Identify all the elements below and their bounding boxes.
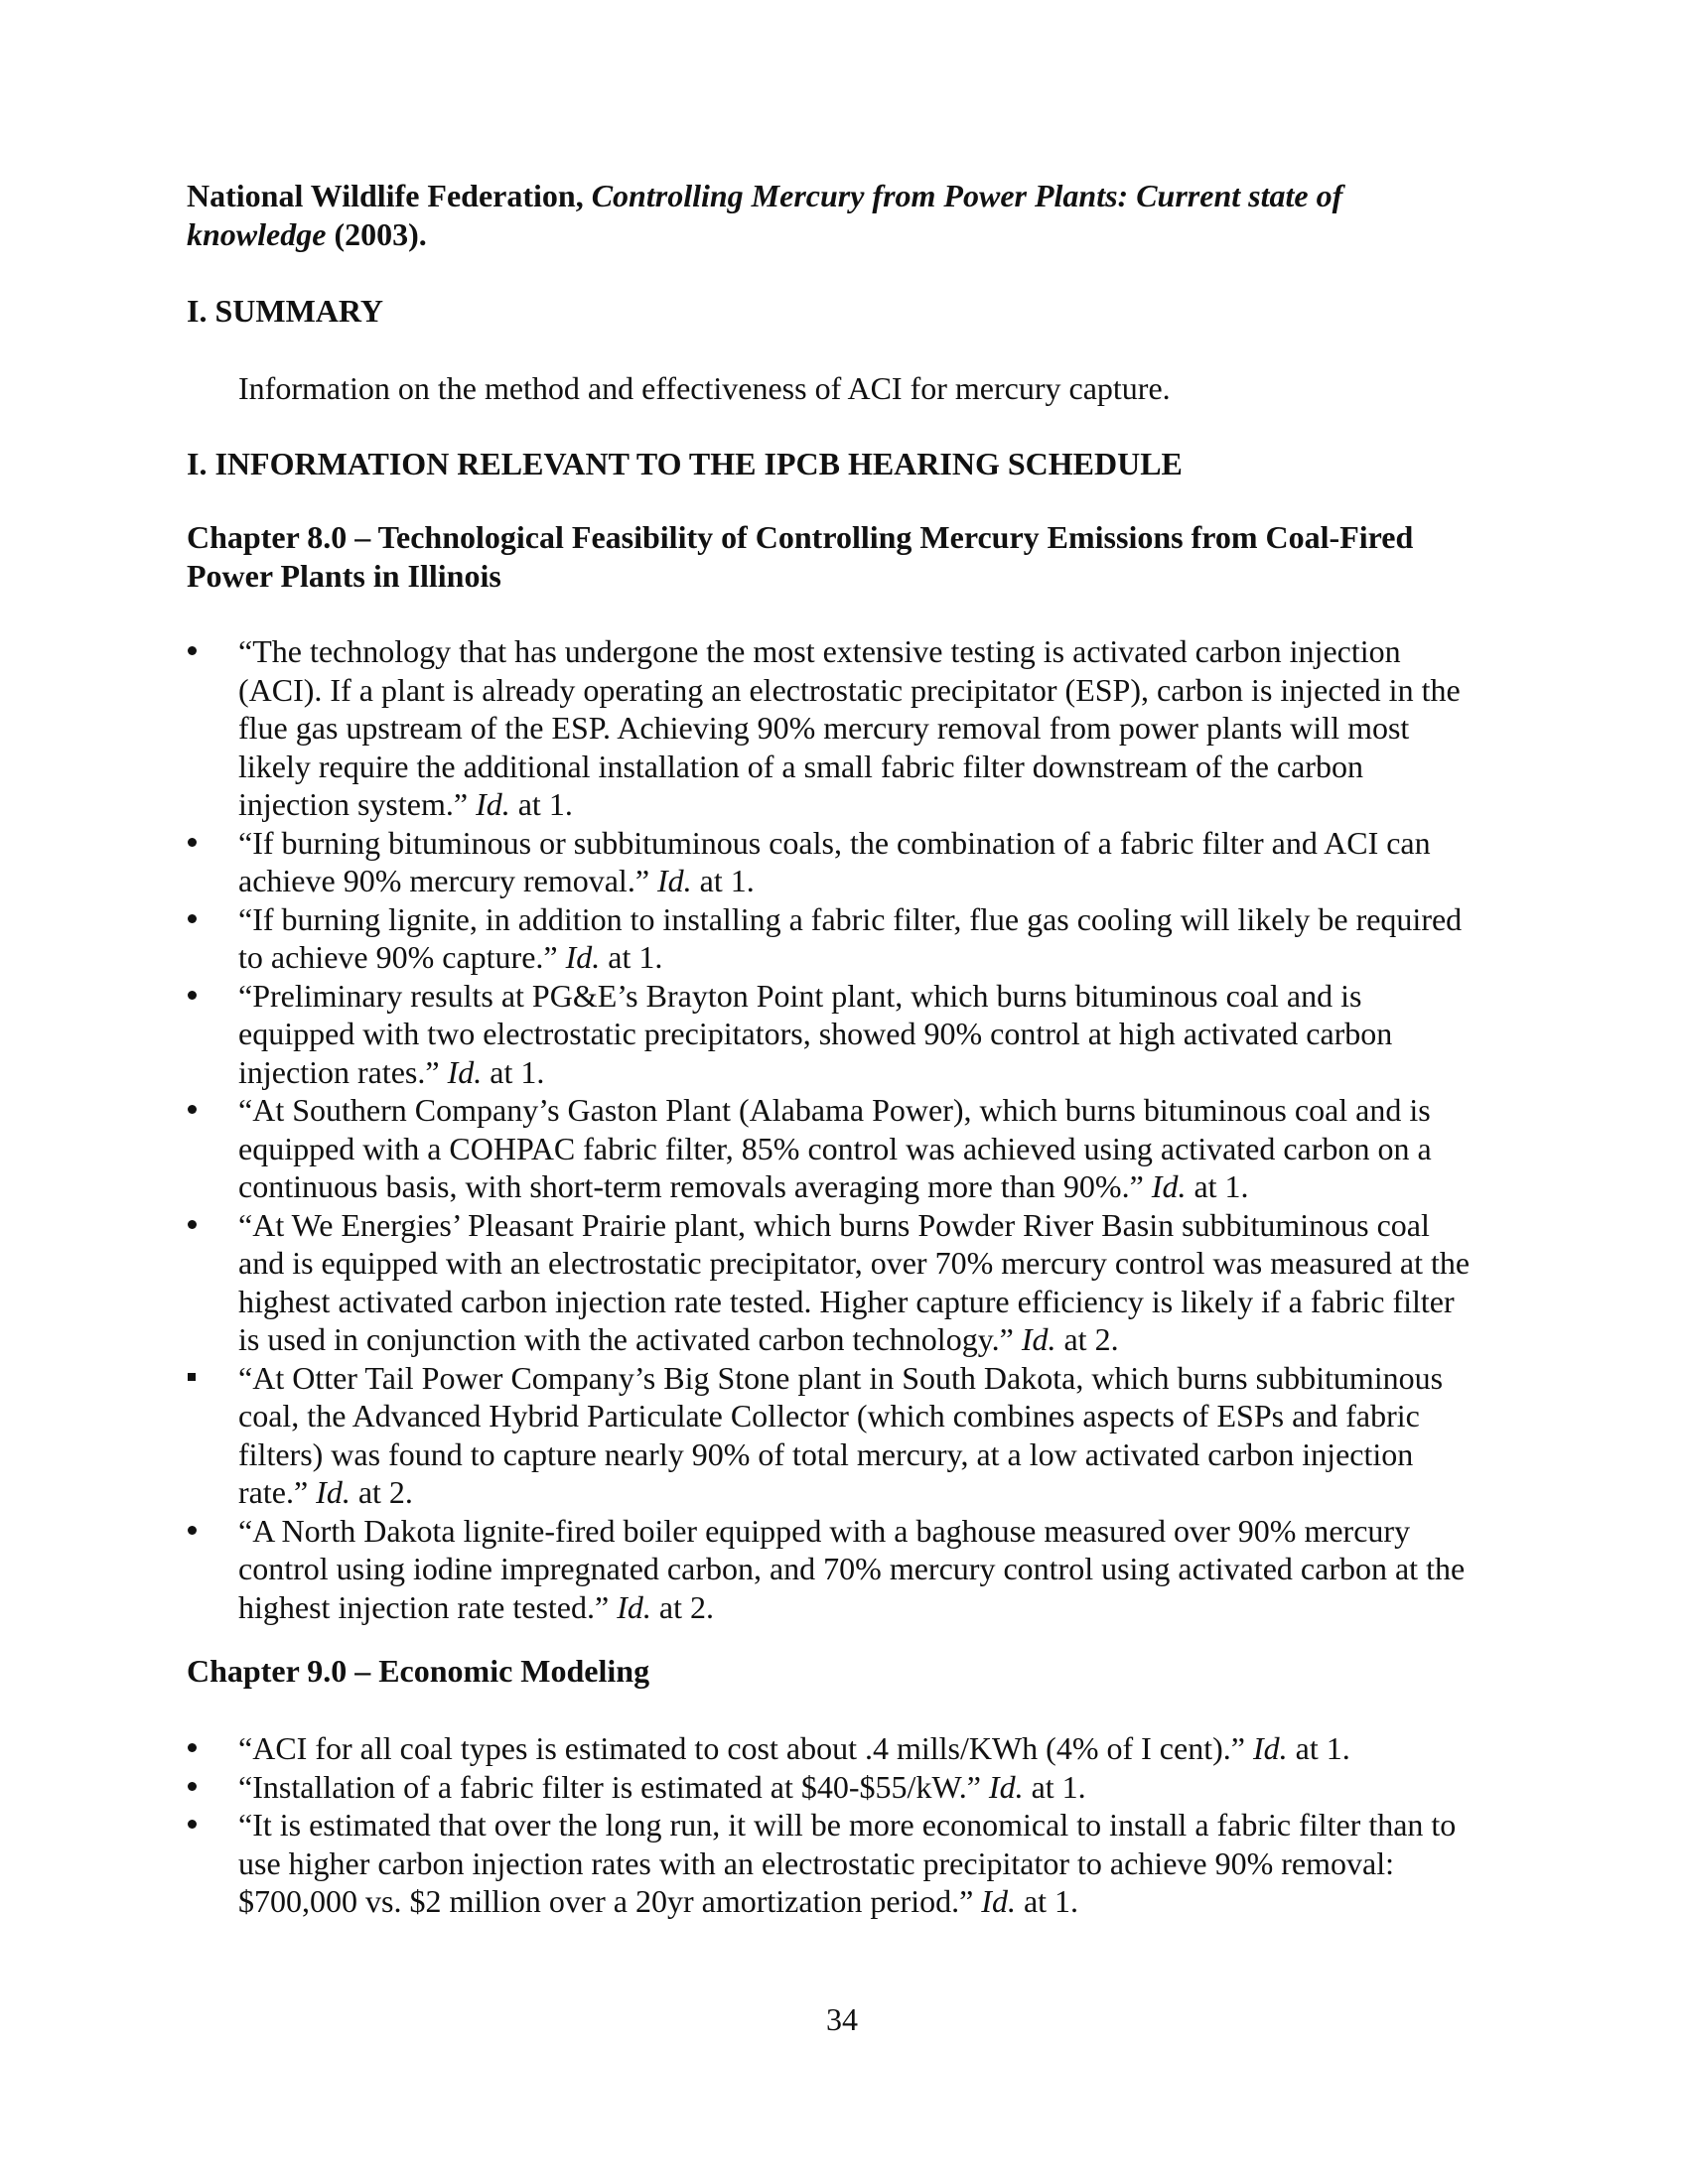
cite: Id.	[1021, 1321, 1056, 1357]
cite-location: at 2.	[357, 1474, 413, 1510]
list-item	[238, 1512, 1474, 1627]
title-work: Controlling Mercury from Power Plants: Current state of knowledge	[187, 178, 1343, 252]
cite: Id.	[988, 1768, 1024, 1805]
list-item	[238, 632, 1474, 824]
chapter-9-list	[238, 1729, 1474, 1921]
cite: Id.	[657, 863, 692, 898]
quote: “At We Energies’ Pleasant Prairie plant, which burns Powder River Basin subbituminous coal and is equipped with an electrostatic precipitator, over 70% mercury control was measured at the highest activated carbon injection rate tested. Higher capture efficiency is likely if a fabric filter is used in conjunction with the activated carbon technology.”	[238, 1206, 1471, 1357]
cite-location: at 1.	[517, 786, 573, 822]
cite: Id.	[565, 939, 601, 975]
title-year: (2003).	[334, 215, 427, 252]
quote: “If burning bituminous or subbituminous coals, the combination of a fabric filter and ACI can achieve 90% mercury removal.”	[238, 824, 1431, 898]
list-item	[238, 1206, 1474, 1359]
cite-location: at 1.	[1031, 1768, 1086, 1805]
cite: Id.	[447, 1053, 483, 1090]
quote: “ACI for all coal types is estimated to cost about .4 mills/KWh (4% of I cent).”	[238, 1730, 1245, 1766]
quote: “If burning lignite, in addition to installing a fabric filter, flue gas cooling will likely be required to achieve 90% capture.”	[238, 900, 1463, 975]
cite-location: at 2.	[1063, 1321, 1119, 1357]
cite-location: at 1.	[490, 1053, 545, 1090]
cite-location: at 1.	[1295, 1730, 1350, 1766]
cite-location: at 1.	[699, 863, 755, 898]
quote: “Preliminary results at PG&E’s Brayton Point plant, which burns bituminous coal and is equipped with two electrostatic precipitators, showed 90% control at high activated carbon injection rates.”	[238, 977, 1393, 1090]
list-item	[238, 1359, 1474, 1512]
quote: “At Otter Tail Power Company’s Big Stone plant in South Dakota, which burns subbituminous coal, the Advanced Hybrid Particulate Collector (which combines aspects of ESPs and fabric filters) was found to capture nearly 90% of total mercury, at a low activated carbon injection rate.”	[238, 1359, 1444, 1510]
cite-location: at 1.	[1193, 1168, 1249, 1204]
quote: “A North Dakota lignite-fired boiler equipped with a baghouse measured over 90% mercury control using iodine impregnated carbon, and 70% mercury control using activated carbon at the highest injection rate tested.”	[238, 1512, 1466, 1625]
cite-location: at 1.	[1023, 1883, 1079, 1919]
list-item	[238, 1806, 1474, 1921]
chapter-8-list	[238, 632, 1474, 1626]
summary-text: Information on the method and effectiveness of ACI for mercury capture.	[238, 370, 1171, 406]
summary-heading: I. SUMMARY	[187, 293, 383, 329]
chapter-9-heading: Chapter 9.0 – Economic Modeling	[187, 1653, 650, 1689]
quote: “At Southern Company’s Gaston Plant (Alabama Power), which burns bituminous coal and is equipped with a COHPAC fabric filter, 85% control was achieved using activated carbon on a continuous basis, with short-term removals averaging more than 90%.”	[238, 1092, 1432, 1204]
quote: “Installation of a fabric filter is estimated at $40-$55/kW.”	[238, 1768, 981, 1805]
list-item	[238, 1768, 1474, 1807]
list-item	[238, 1091, 1474, 1206]
cite: Id.	[316, 1474, 351, 1510]
cite: Id.	[1252, 1730, 1288, 1766]
cite: Id.	[476, 786, 510, 822]
list-item	[238, 824, 1474, 900]
chapter-8-heading: Chapter 8.0 – Technological Feasibility of Controlling Mercury Emissions from Coal-Fired Power Plants in Illinois	[187, 519, 1414, 594]
page-number: 34	[826, 2001, 858, 2037]
cite: Id.	[1151, 1168, 1187, 1204]
list-item	[238, 900, 1474, 977]
title-org: National Wildlife Federation,	[187, 178, 584, 213]
cite: Id.	[981, 1883, 1016, 1919]
cite-location: at 1.	[608, 939, 663, 975]
quote: “The technology that has undergone the most extensive testing is activated carbon injection (ACI). If a plant is already operating an electrostatic precipitator (ESP), carbon is injected in the flue gas upstream of the ESP. Achieving 90% mercury removal from power plants will most likely require the additional installation of a small fabric filter downstream of the carbon injection system.”	[238, 633, 1461, 822]
cite: Id.	[617, 1588, 651, 1625]
citation-title	[187, 177, 1468, 253]
cite-location: at 2.	[658, 1588, 714, 1625]
quote: “It is estimated that over the long run, it will be more economical to install a fabric filter than to use higher carbon injection rates with an electrostatic precipitator to achieve 90% removal: $700,000 vs. $2 million over a 20yr amortization period.”	[238, 1807, 1457, 1919]
info-heading: I. INFORMATION RELEVANT TO THE IPCB HEARING SCHEDULE	[187, 446, 1183, 481]
list-item	[238, 1729, 1474, 1768]
list-item	[238, 977, 1474, 1092]
